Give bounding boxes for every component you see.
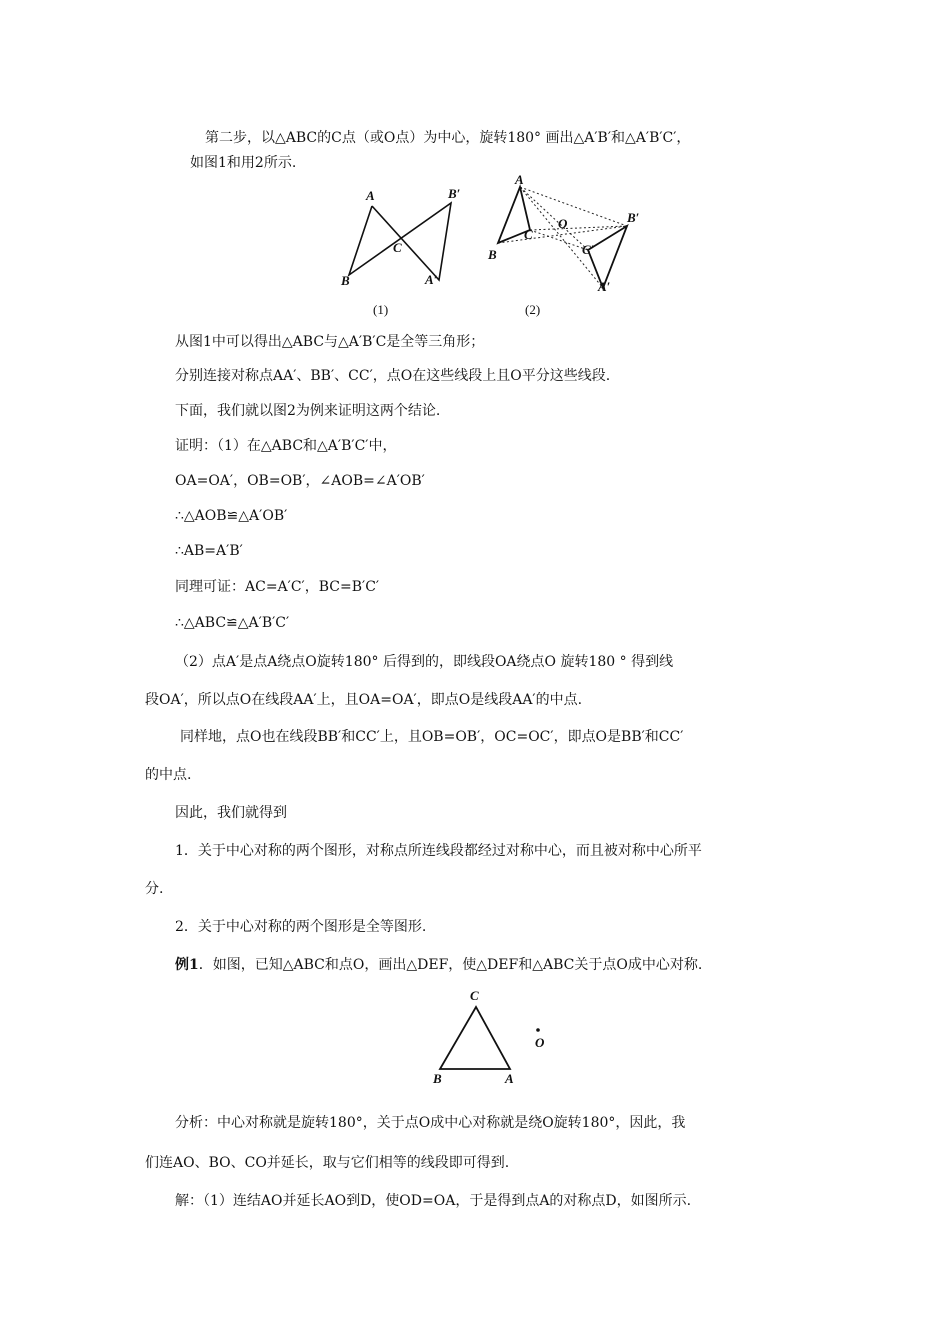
- paragraph-12: 因此，我们就得到: [175, 805, 287, 821]
- paragraph-15b: 们连AO、BO、CO并延长，取与它们相等的线段即可得到.: [145, 1155, 510, 1171]
- example-1: [175, 955, 702, 975]
- paragraph-5: OA=OA′，OB=OB′，∠AOB=∠A′OB′: [175, 473, 425, 489]
- paragraph-4: 证明：（1）在△ABC和△A′B′C′中，: [175, 438, 397, 454]
- fig2-label-o: O: [558, 216, 568, 231]
- fig1-label-b-prime: B′: [448, 186, 461, 201]
- fig2-label-c-prime: C′: [582, 242, 595, 257]
- paragraph-10a: （2）点A′是点A绕点O旋转180° 后得到的，即线段OA绕点O 旋转180 ° 得到线: [175, 654, 674, 670]
- fig3-label-a: A: [505, 1071, 514, 1086]
- fig3-label-o: O: [535, 1035, 545, 1050]
- fig2-label-b-prime: B′: [627, 210, 640, 225]
- paragraph-9: ∴△ABC≌△A′B′C′: [175, 615, 290, 631]
- fig1-caption: (1): [373, 302, 389, 317]
- fig1-label-b: B: [341, 273, 350, 288]
- paragraph-16: 解：（1）连结AO并延长AO到D，使OD=OA，于是得到点A的对称点D，如图所示.: [175, 1193, 692, 1209]
- fig3-label-c: C: [470, 988, 479, 1003]
- figure-1: [335, 180, 465, 320]
- paragraph-11b: 的中点.: [145, 767, 192, 783]
- paragraph-7: ∴AB=A′B′: [175, 543, 243, 559]
- fig2-label-a: A: [515, 172, 524, 187]
- fig2-label-b: B: [488, 247, 497, 262]
- fig3-label-b: B: [433, 1071, 442, 1086]
- paragraph-1: 从图1中可以得出△ABC与△A′B′C是全等三角形；: [175, 334, 485, 350]
- intro-line-1: 第二步，以△ABC的C点（或O点）为中心，旋转180° 画出△A′B′和△A′B′C′，: [205, 130, 691, 146]
- fig2-label-c: C: [524, 227, 533, 242]
- intro-line-2: 如图1和用2所示.: [190, 155, 297, 171]
- paragraph-10b: 段OA′，所以点O在线段AA′上，且OA=OA′，即点O是线段AA′的中点.: [145, 692, 583, 708]
- paragraph-2: 分别连接对称点AA′、BB′、CC′，点O在这些线段上且O平分这些线段.: [175, 368, 611, 384]
- paragraph-11a: 同样地，点O也在线段BB′和CC′上，且OB=OB′，OC=OC′，即点O是BB′和CC′: [180, 729, 684, 745]
- fig1-label-a-prime: A′: [425, 272, 438, 287]
- example-1-text: ．如图，已知△ABC和点O，画出△DEF，使△DEF和△ABC关于点O成中心对称.: [198, 957, 703, 973]
- fig1-label-c: C: [393, 240, 402, 255]
- paragraph-8: 同理可证：AC=A′C′，BC=B′C′: [175, 579, 380, 595]
- paragraph-14: 2．关于中心对称的两个图形是全等图形.: [175, 919, 427, 935]
- paragraph-13a: 1．关于中心对称的两个图形，对称点所连线段都经过对称中心，而且被对称中心所平: [175, 843, 702, 859]
- paragraph-6: ∴△AOB≌△A′OB′: [175, 508, 288, 524]
- paragraph-15a: 分析：中心对称就是旋转180°，关于点O成中心对称就是绕O旋转180°，因此，我: [175, 1115, 686, 1131]
- paragraph-13b: 分.: [145, 881, 164, 897]
- paragraph-3: 下面，我们就以图2为例来证明这两个结论.: [175, 403, 441, 419]
- fig2-label-a-prime: A′: [598, 279, 611, 294]
- fig3-point-o: [536, 1028, 540, 1032]
- fig3-triangle-abc: [440, 1007, 510, 1069]
- figure-2: [480, 170, 650, 320]
- example-1-label: 例1: [175, 957, 199, 973]
- fig2-caption: (2): [525, 302, 541, 317]
- fig1-label-a: A: [366, 188, 375, 203]
- figure-3: [425, 985, 565, 1095]
